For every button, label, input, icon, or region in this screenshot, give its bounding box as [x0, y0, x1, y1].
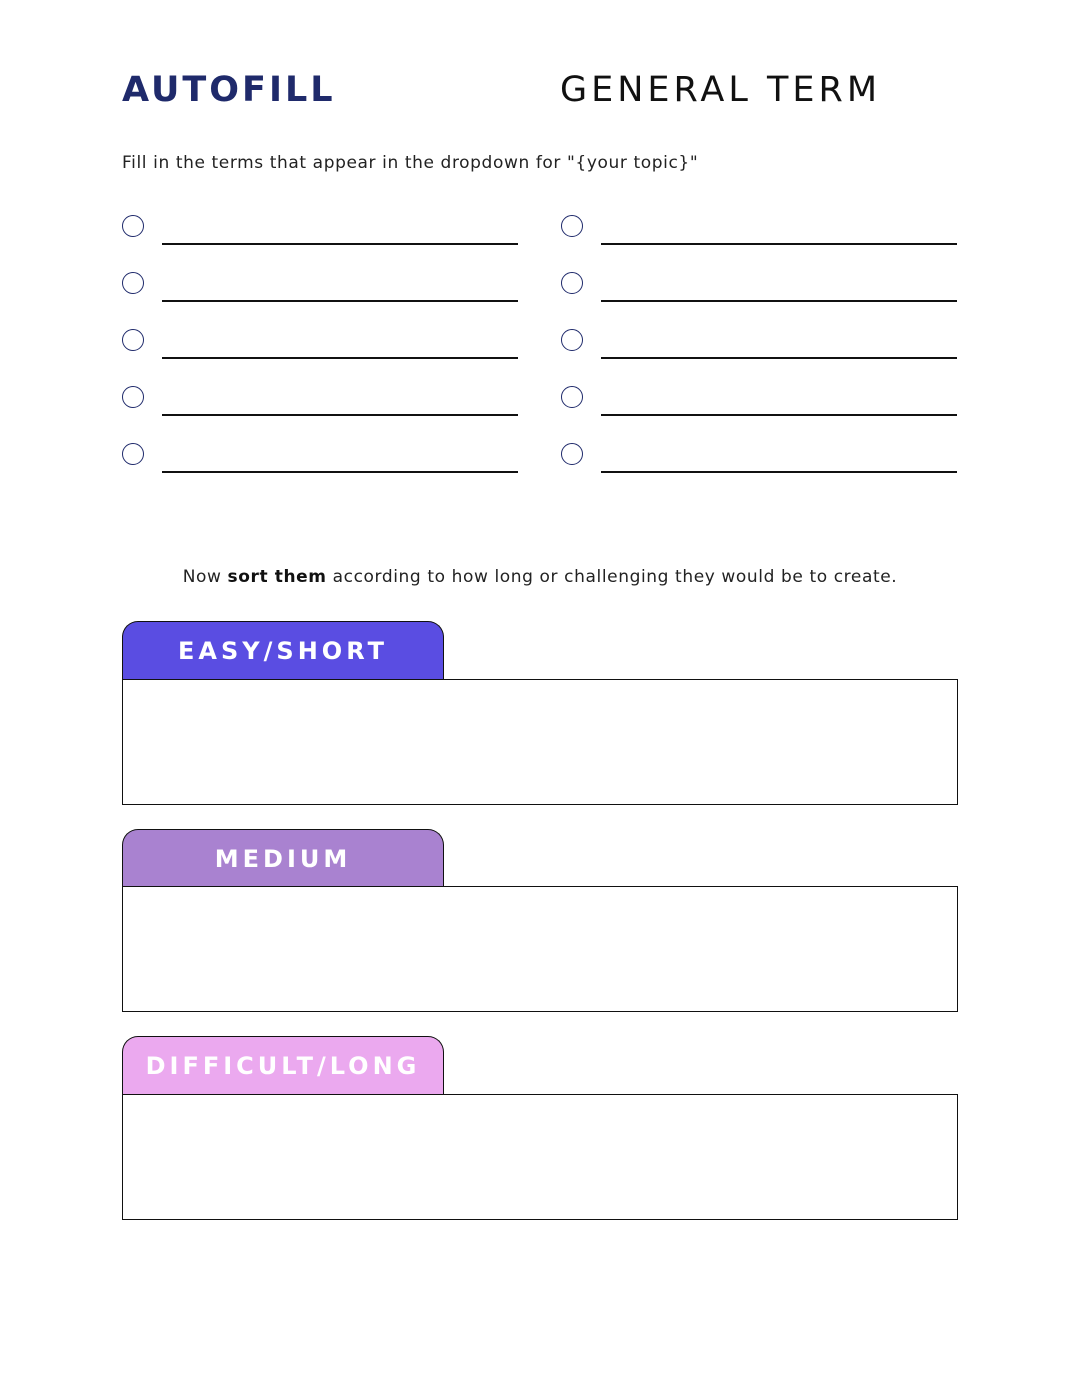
term-line-input[interactable]: [601, 300, 957, 302]
category-box-difficult[interactable]: [122, 1094, 958, 1220]
sort-instructions: [0, 567, 1080, 587]
term-row: [122, 329, 522, 369]
radio-circle-icon[interactable]: [122, 272, 144, 294]
radio-circle-icon[interactable]: [561, 329, 583, 351]
term-line-input[interactable]: [601, 357, 957, 359]
term-line-input[interactable]: [601, 243, 957, 245]
term-line-input[interactable]: [162, 357, 518, 359]
category-tab-medium: MEDIUM: [122, 829, 444, 887]
term-row: [122, 443, 522, 483]
term-row: [561, 329, 961, 369]
radio-circle-icon[interactable]: [122, 443, 144, 465]
term-row: [561, 215, 961, 255]
sort-instr-suffix: according to how long or challenging they would be to create.: [326, 567, 898, 587]
term-line-input[interactable]: [162, 300, 518, 302]
term-line-input[interactable]: [162, 471, 518, 473]
radio-circle-icon[interactable]: [122, 215, 144, 237]
term-row: [122, 272, 522, 312]
term-row: [561, 272, 961, 312]
radio-circle-icon[interactable]: [561, 215, 583, 237]
term-row: [561, 443, 961, 483]
radio-circle-icon[interactable]: [561, 272, 583, 294]
page-title-autofill: AUTOFILL: [122, 70, 336, 110]
instructions-text: Fill in the terms that appear in the dropdown for "{your topic}": [122, 153, 699, 173]
category-box-medium[interactable]: [122, 886, 958, 1012]
radio-circle-icon[interactable]: [561, 386, 583, 408]
sort-instr-bold: sort them: [227, 567, 327, 587]
category-tab-difficult: DIFFICULT/LONG: [122, 1036, 444, 1094]
term-line-input[interactable]: [601, 414, 957, 416]
term-line-input[interactable]: [162, 414, 518, 416]
term-line-input[interactable]: [162, 243, 518, 245]
radio-circle-icon[interactable]: [122, 329, 144, 351]
radio-circle-icon[interactable]: [561, 443, 583, 465]
term-line-input[interactable]: [601, 471, 957, 473]
radio-circle-icon[interactable]: [122, 386, 144, 408]
term-row: [122, 386, 522, 426]
category-tab-easy: EASY/SHORT: [122, 621, 444, 679]
sort-instr-prefix: Now: [182, 567, 228, 587]
page-title-general-term: GENERAL TERM: [560, 70, 882, 110]
category-box-easy[interactable]: [122, 679, 958, 805]
term-row: [122, 215, 522, 255]
term-row: [561, 386, 961, 426]
